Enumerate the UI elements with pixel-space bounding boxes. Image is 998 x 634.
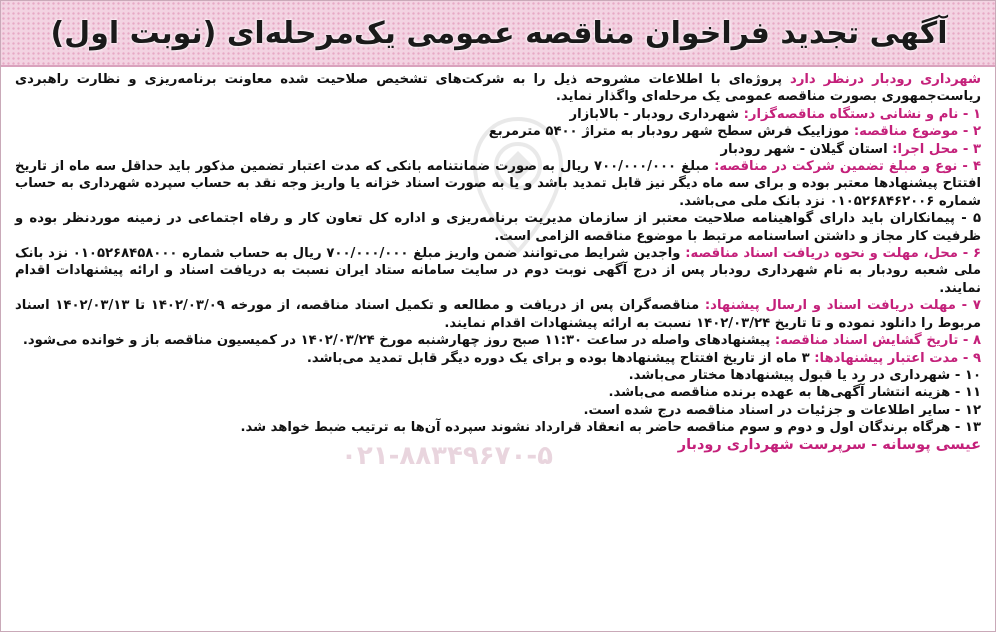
- item-10: [15, 367, 981, 384]
- item-text: ۱۳ - هرگاه برندگان اول و دوم و سوم مناقصه حاضر به انعقاد قرارداد نشوند سپرده آن‌ها به ترتیب ضبط خواهد شد.: [240, 420, 981, 436]
- item-text: ۱۰ - شهرداری در رد یا قبول پیشنهادها مختار می‌باشد.: [628, 367, 981, 383]
- item-5: [15, 210, 981, 245]
- item-text: مبلغ ۷۰۰/۰۰۰/۰۰۰ ریال به صورت ضمانتنامه بانکی که مدت اعتبار تضمین مذکور باید حداقل سه ماه از تاریخ افتتاح پیشنهادها معتبر بوده و برای سه ماه دیگر نیز قابل تمدید باشد و یا به صورت اسناد خزانه یا واریز وجه نقد به حساب سپرده شهرداری به حساب شماره ۰۱۰۵۲۶۸۴۶۲۰۰۶ نزد بانک ملی می‌باشد.: [15, 159, 981, 209]
- watermark-phone: ۰۲۱-۸۸۳۴۹۶۷۰-۵: [341, 441, 554, 471]
- item-13: [15, 419, 981, 436]
- item-label: ۶ - محل، مهلت و نحوه دریافت اسناد مناقصه:: [685, 246, 981, 262]
- item-3: [15, 141, 981, 158]
- item-text: ۳ ماه از تاریخ افتتاح پیشنهادها بوده و برای یک دوره دیگر قابل تمدید می‌باشد.: [306, 350, 815, 366]
- item-text: شهرداری رودبار - بالابازار: [569, 106, 744, 122]
- item-text: استان گیلان - شهر رودبار: [720, 141, 893, 157]
- item-label: ۸ - تاریخ گشایش اسناد مناقصه:: [774, 333, 981, 349]
- item-text: موزاییک فرش سطح شهر رودبار به متراژ ۵۴۰۰ مترمربع: [488, 124, 854, 140]
- item-text: مناقصه‌گران پس از دریافت و مطالعه و تکمیل اسناد مناقصه، از مورخه ۱۴۰۲/۰۳/۰۹ تا ۱۴۰۲/۰۳/۱۳ اسناد مربوط را دانلود نموده و تا تاریخ ۱۴۰۲/۰۳/۲۴ نسبت به ارائه پیشنهادات اقدام نمایند.: [15, 298, 981, 331]
- item-2: [15, 123, 981, 140]
- item-label: ۳ - محل اجرا:: [892, 141, 981, 157]
- item-label: ۱ - نام و نشانی دستگاه مناقصه‌گزار:: [743, 106, 981, 122]
- item-label: ۹ - مدت اعتبار پیشنهادها:: [814, 350, 981, 366]
- item-7: [15, 297, 981, 332]
- item-12: [15, 402, 981, 419]
- notice-title: آگهی تجدید فراخوان مناقصه عمومی یک‌مرحله‌ای (نوبت اول): [50, 15, 948, 51]
- item-9: [15, 350, 981, 367]
- item-6: [15, 245, 981, 297]
- item-1: [15, 106, 981, 123]
- item-8: [15, 332, 981, 349]
- intro-text: پروژه‌ای با اطلاعات مشروحه ذیل را به شرکت‌های تشخیص صلاحیت شده معاونت برنامه‌ریزی و نظارت راهبردی ریاست‌جمهوری بصورت مناقصه عمومی یک مرحله‌ای واگذار نماید.: [15, 72, 981, 105]
- item-text: ۵ - پیمانکاران باید دارای گواهینامه صلاحیت معتبر از سازمان مدیریت برنامه‌ریزی و اداره کل تعاون کار و رفاه اجتماعی در زمینه موردنظر بوده و ظرفیت کار مجاز و داشتن اساسنامه مرتبط با موضوع مناقصه الزامی است.: [15, 211, 981, 244]
- item-text: واجدین شرایط می‌توانند ضمن واریز مبلغ ۷۰۰/۰۰۰/۰۰۰ ریال به حساب شماره ۰۱۰۵۲۶۸۴۵۸۰۰۰ نزد بانک ملی شعبه رودبار به نام شهرداری رودبار پس از درج آگهی نوبت دوم در سایت سامانه ستاد ایران نسبت به دریافت اسناد و ارائه پیشنهادات اقدام نمایند.: [15, 246, 981, 296]
- intro-paragraph: [15, 71, 981, 106]
- intro-lead: شهرداری رودبار درنظر دارد: [790, 72, 981, 87]
- item-4: [15, 158, 981, 210]
- notice-body: [15, 71, 981, 454]
- item-text: ۱۱ - هزینه انتشار آگهی‌ها به عهده برنده مناقصه می‌باشد.: [608, 385, 981, 401]
- item-text: ۱۲ - سایر اطلاعات و جزئیات در اسناد مناقصه درج شده است.: [583, 402, 981, 418]
- signature: عیسی پوسانه - سرپرست شهرداری رودبار: [677, 436, 981, 453]
- header-banner: [1, 1, 996, 67]
- item-label: ۴ - نوع و مبلغ تضمین شرکت در مناقصه:: [714, 159, 981, 175]
- item-label: ۲ - موضوع مناقصه:: [853, 124, 981, 140]
- item-text: پیشنهادهای واصله در ساعت ۱۱:۳۰ صبح روز چهارشنبه مورخ ۱۴۰۲/۰۳/۲۴ در کمیسیون مناقصه باز و خوانده می‌شود.: [22, 333, 775, 349]
- item-11: [15, 384, 981, 401]
- item-label: ۷ - مهلت دریافت اسناد و ارسال پیشنهاد:: [704, 298, 981, 314]
